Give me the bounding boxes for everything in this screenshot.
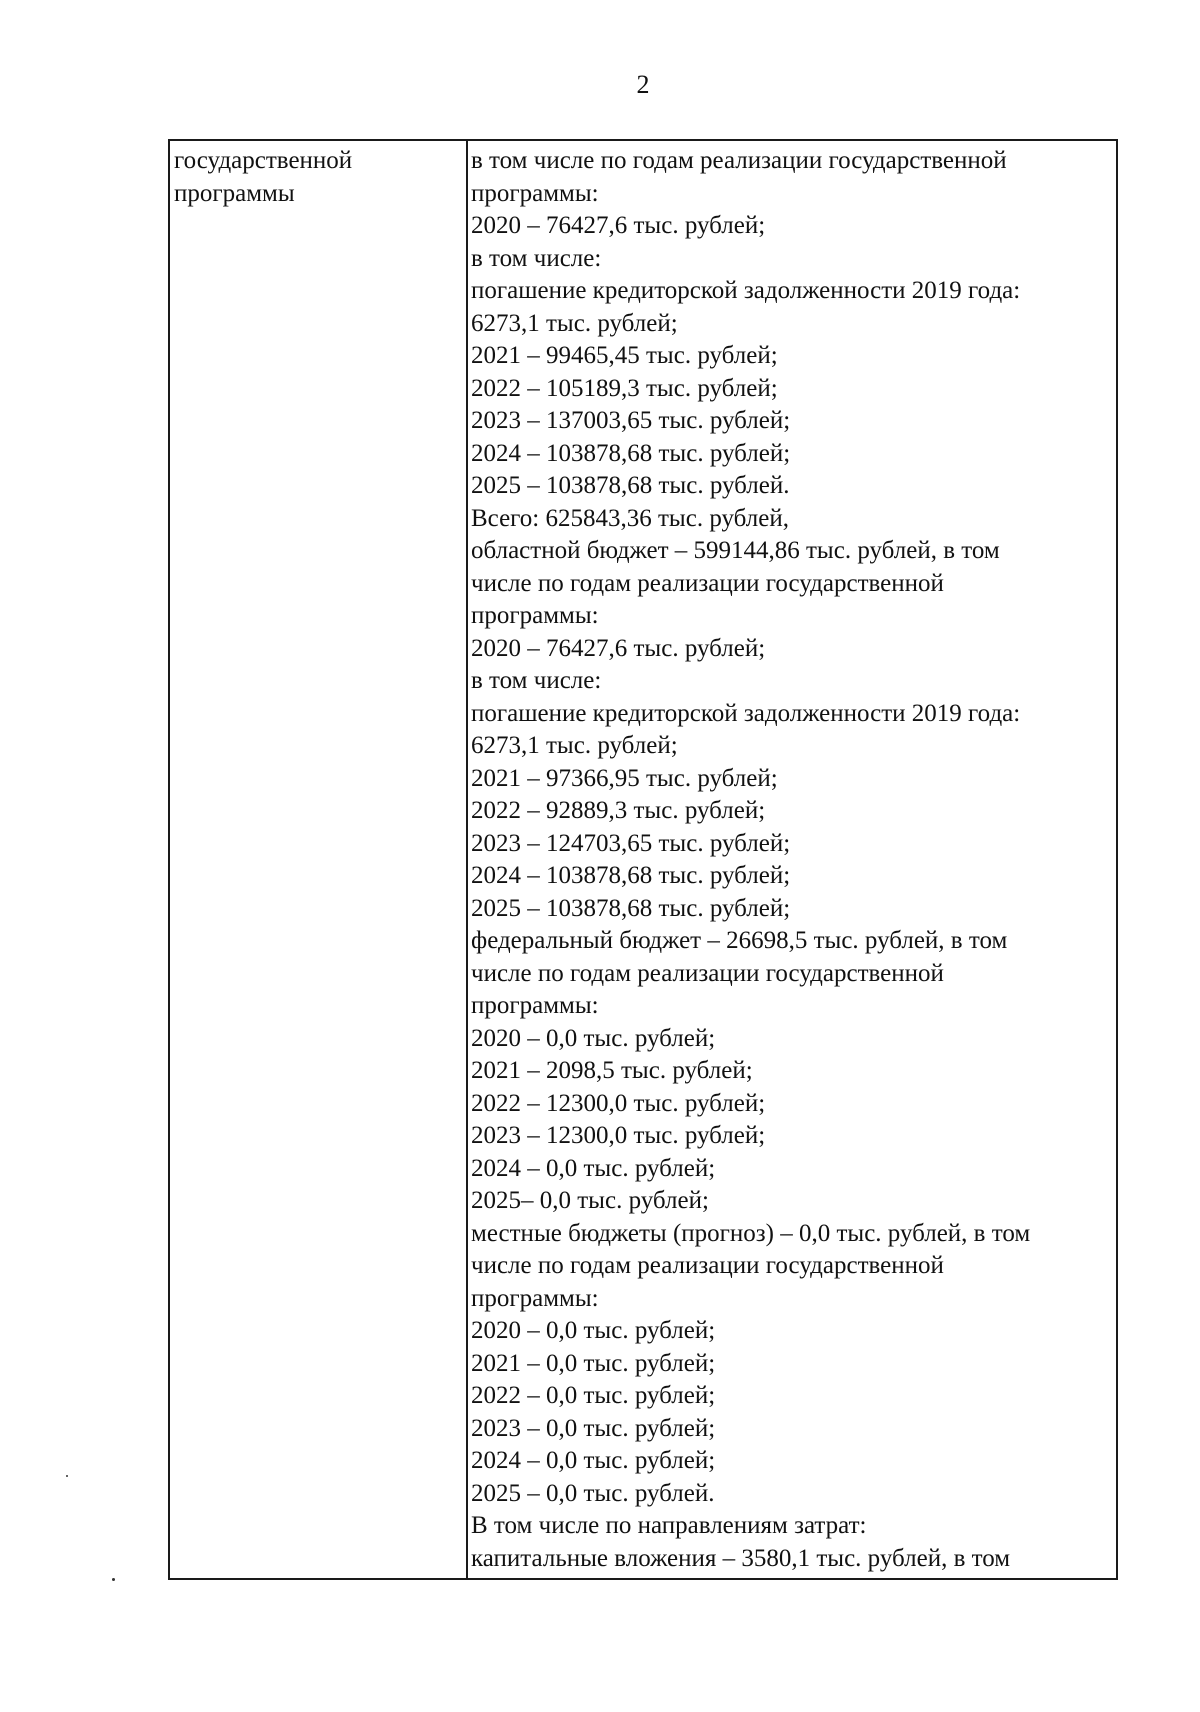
page-number: 2 <box>636 70 650 99</box>
scan-speck <box>66 1475 68 1477</box>
right-line: числе по годам реализации государственной <box>471 959 944 987</box>
right-line: федеральный бюджет – 26698,5 тыс. рублей, в том <box>471 927 1008 954</box>
right-line: 2022 – 0,0 тыс. рублей; <box>471 1382 716 1409</box>
right-line: числе по годам реализации государственной <box>471 569 944 597</box>
right-line: 2023 – 0,0 тыс. рублей; <box>471 1414 716 1442</box>
right-line: в том числе по годам реализации государственной <box>471 147 1007 174</box>
right-line: местные бюджеты (прогноз) – 0,0 тыс. рублей, в том <box>471 1219 1031 1247</box>
right-line: 2021 – 97366,95 тыс. рублей; <box>471 764 778 792</box>
program-passport-table <box>168 139 1118 1580</box>
right-line: 2020 – 0,0 тыс. рублей; <box>471 1317 716 1344</box>
right-line: погашение кредиторской задолженности 2019 года: <box>471 277 1021 304</box>
right-line: Всего: 625843,36 тыс. рублей, <box>471 504 789 532</box>
right-line: 2021 – 2098,5 тыс. рублей; <box>471 1057 753 1084</box>
right-line: программы: <box>471 992 599 1019</box>
right-line: 2023 – 137003,65 тыс. рублей; <box>471 407 791 434</box>
right-line: 2021 – 0,0 тыс. рублей; <box>471 1349 716 1377</box>
right-line: 2020 – 76427,6 тыс. рублей; <box>471 634 766 662</box>
column-divider <box>466 141 468 1578</box>
right-line: 2020 – 0,0 тыс. рублей; <box>471 1024 716 1052</box>
right-line: программы: <box>471 602 599 629</box>
left-line: программы <box>174 179 295 207</box>
right-line: 6273,1 тыс. рублей; <box>471 732 678 759</box>
right-line: 2022 – 92889,3 тыс. рублей; <box>471 797 766 824</box>
right-line: 2024 – 0,0 тыс. рублей; <box>471 1447 716 1474</box>
right-line: в том числе: <box>471 667 602 694</box>
right-line: 2025– 0,0 тыс. рублей; <box>471 1187 709 1214</box>
right-line: 2023 – 12300,0 тыс. рублей; <box>471 1122 766 1149</box>
right-line: областной бюджет – 599144,86 тыс. рублей, в том <box>471 537 1000 564</box>
right-line: 2024 – 103878,68 тыс. рублей; <box>471 862 791 889</box>
right-line: 2023 – 124703,65 тыс. рублей; <box>471 829 791 857</box>
right-line: 2025 – 103878,68 тыс. рублей. <box>471 472 790 499</box>
left-line: государственной <box>174 147 353 174</box>
right-line: в том числе: <box>471 244 602 272</box>
right-line: 6273,1 тыс. рублей; <box>471 309 678 337</box>
right-line: 2024 – 103878,68 тыс. рублей; <box>471 439 791 467</box>
right-line: программы: <box>471 1284 599 1312</box>
right-line: 2022 – 12300,0 тыс. рублей; <box>471 1089 766 1117</box>
right-line: 2025 – 103878,68 тыс. рублей; <box>471 894 791 922</box>
scan-speck <box>112 1578 115 1581</box>
right-line: погашение кредиторской задолженности 2019 года: <box>471 699 1021 727</box>
right-line: 2025 – 0,0 тыс. рублей. <box>471 1479 715 1507</box>
right-line: 2021 – 99465,45 тыс. рублей; <box>471 342 778 369</box>
right-line: капитальные вложения – 3580,1 тыс. рублей, в том <box>471 1544 1011 1572</box>
right-line: 2020 – 76427,6 тыс. рублей; <box>471 212 766 239</box>
right-line: программы: <box>471 179 599 207</box>
left-cell-label <box>174 145 460 210</box>
right-line: 2022 – 105189,3 тыс. рублей; <box>471 374 778 402</box>
right-cell-funding-text <box>471 145 1121 1575</box>
right-line: 2024 – 0,0 тыс. рублей; <box>471 1154 716 1182</box>
right-line: В том числе по направлениям затрат: <box>471 1512 867 1539</box>
right-line: числе по годам реализации государственной <box>471 1252 944 1279</box>
